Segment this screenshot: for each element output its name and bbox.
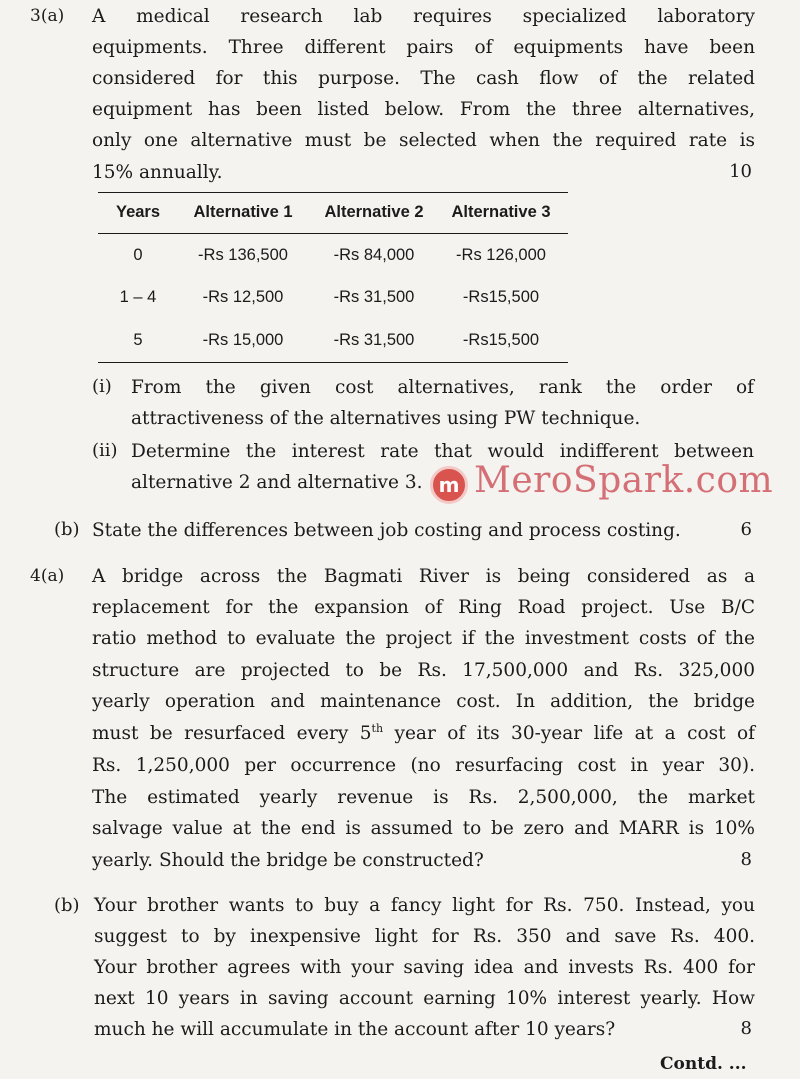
q4a-line-3: ratio method to evaluate the project if the investment costs of the [92,628,755,649]
sub-ii-label: (ii) [92,440,118,461]
q4a-line-6-end: year of its 30-year life at a cost of [383,723,755,744]
sub-i-line-1: From the given cost alternatives, rank the order of [131,377,754,398]
q4b-line-2: suggest to by inexpensive light for Rs. 350 and save Rs. 400. [94,926,755,947]
q3a-line-5: only one alternative must be selected when the required rate is [92,130,755,151]
question-4a-label: 4(a) [30,566,65,586]
table-top-rule [98,192,568,193]
sub-i-line-2: attractiveness of the alternatives using PW technique. [131,408,641,429]
q4b-line-3: Your brother agrees with your saving idea and invests Rs. 400 for [94,957,755,978]
merospark-watermark [430,456,775,516]
table-cell: -Rs 15,000 [202,331,284,349]
q3b-label: (b) [54,519,80,540]
table-cell: -Rs15,500 [462,331,540,349]
q4b-label: (b) [54,895,80,916]
q4a-line-7: Rs. 1,250,000 per occurrence (no resurfacing cost in year 30). [92,755,755,776]
q4a-line-1: A bridge across the Bagmati River is being considered as a [92,566,755,587]
sub-ii-line-2: alternative 2 and alternative 3. [131,472,423,493]
table-header-alt2: Alternative 2 [324,203,424,221]
table-cell: -Rs 136,500 [198,246,288,264]
question-3a-label: 3(a) [30,6,65,26]
merospark-logo-icon: m [430,466,468,504]
q4b-line-1: Your brother wants to buy a fancy light for Rs. 750. Instead, you [94,895,755,916]
table-header-years: Years [115,203,161,221]
q4a-marks: 8 [740,849,752,870]
q3a-line-1: A medical research lab requires specialized laboratory [92,6,755,27]
table-cell: -Rs 31,500 [333,288,415,306]
q4a-line-6 [92,722,755,746]
q4a-line-9: salvage value at the end is assumed to be zero and MARR is 10% [92,818,755,839]
q3a-line-6: 15% annually. [92,162,223,183]
table-cell: -Rs 84,000 [333,246,415,264]
q3b-text: State the differences between job costing and process costing. [92,520,681,541]
q4a-line-2: replacement for the expansion of Ring Road project. Use B/C [92,597,755,618]
q4b-marks: 8 [740,1018,752,1039]
table-cell: -Rs 12,500 [202,288,284,306]
sub-i-label: (i) [92,376,112,397]
q4b-line-4: next 10 years in saving account earning 10% interest yearly. How [94,988,755,1009]
table-bottom-rule [98,362,568,363]
q3a-line-2: equipments. Three different pairs of equipments have been [92,37,755,58]
table-cell: -Rs 31,500 [333,331,415,349]
sub-ii-line-1: Determine the interest rate that would indifferent between [131,441,754,462]
q4a-line-6-start: must be resurfaced every 5 [92,723,372,744]
table-cell: 1 – 4 [119,288,157,306]
superscript-th: th [371,722,384,735]
table-cell: 0 [133,246,143,264]
table-header-alt1: Alternative 1 [193,203,293,221]
table-cell: -Rs 126,000 [456,246,546,264]
q4a-line-5: yearly operation and maintenance cost. In addition, the bridge [92,691,755,712]
q4a-line-4: structure are projected to be Rs. 17,500,000 and Rs. 325,000 [92,660,755,681]
q3a-line-4: equipment has been listed below. From the three alternatives, [92,99,755,120]
q4a-line-8: The estimated yearly revenue is Rs. 2,500,000, the market [92,787,755,808]
q4a-line-10: yearly. Should the bridge be constructed? [92,850,484,871]
q3b-marks: 6 [740,519,752,540]
q4b-line-5: much he will accumulate in the account after 10 years? [94,1019,616,1040]
q3a-line-3: considered for this purpose. The cash flow of the related [92,68,755,89]
table-header-rule [98,233,568,234]
table-cell: -Rs15,500 [462,288,540,306]
table-cell: 5 [133,331,143,349]
contd-label: Contd. ... [660,1054,747,1074]
q3a-marks: 10 [729,161,752,182]
table-header-alt3: Alternative 3 [451,203,551,221]
watermark-text: MeroSpark.com [474,460,774,501]
